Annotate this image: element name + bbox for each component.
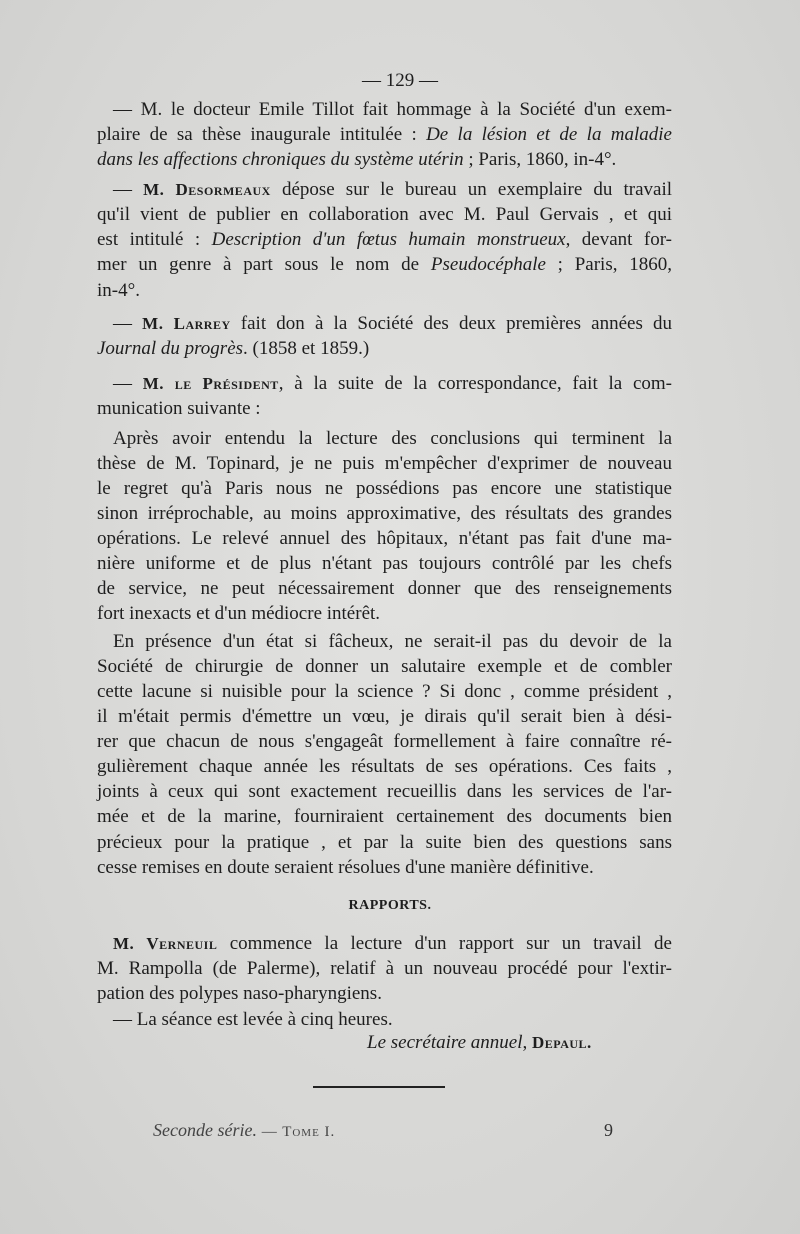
text-segment: de service, ne peut nécessairement donner que des renseignements xyxy=(97,578,672,599)
text-segment: nière uniforme et de plus n'étant pas toujours contrôlé par les chefs xyxy=(97,553,672,574)
text-line xyxy=(97,755,672,779)
text-line xyxy=(97,655,672,679)
text-segment: fort inexacts et d'un médiocre intérêt. xyxy=(97,603,381,624)
signature-name: Depaul. xyxy=(531,1033,592,1052)
text-segment: plaire de sa thèse inaugurale intitulée : xyxy=(97,124,427,145)
text-line xyxy=(97,337,672,361)
text-line xyxy=(97,253,672,277)
text-line xyxy=(97,831,672,855)
text-segment: , à la suite de la correspondance, fait la com- xyxy=(278,373,672,394)
text-line xyxy=(97,602,672,626)
italic-text: De la lésion et de la maladie xyxy=(426,124,672,145)
text-segment: mer un genre à part sous le nom de xyxy=(97,254,431,275)
text-line xyxy=(97,780,672,804)
text-segment: le regret qu'à Paris nous ne possédions pas encore une statistique xyxy=(97,478,672,499)
italic-text: dans les affections chroniques du système utérin xyxy=(97,149,464,170)
text-segment: cesse remises en doute seraient résolues d'une manière définitive. xyxy=(97,857,594,878)
page-number: — 129 — xyxy=(362,70,438,91)
text-line xyxy=(113,1008,672,1032)
text-line xyxy=(113,312,672,336)
speaker-name: M. le Président xyxy=(142,374,279,393)
footer-series: Seconde série. xyxy=(153,1120,257,1140)
text-line xyxy=(97,577,672,601)
text-line xyxy=(97,730,672,754)
text-segment: in-4°. xyxy=(97,280,140,301)
signature-role: Le secrétaire annuel xyxy=(367,1032,523,1053)
text-line xyxy=(97,228,672,252)
italic-text: Journal du progrès xyxy=(97,338,244,359)
text-segment: — xyxy=(113,373,143,394)
text-segment: ; Paris, 1860, in-4°. xyxy=(463,149,617,170)
text-line xyxy=(97,502,672,526)
closing-rule xyxy=(313,1086,445,1088)
text-line xyxy=(113,178,672,202)
text-segment: Société de chirurgie de donner un salutaire exemple et de combler xyxy=(97,656,672,677)
text-segment: joints à ceux qui sont exactement recueillis dans les services de l'ar- xyxy=(97,781,672,802)
text-line xyxy=(97,279,672,303)
text-segment: gulièrement chaque année les résultats de ses opérations. Ces faits , xyxy=(97,756,672,777)
text-segment: mée et de la marine, fourniraient certainement des documents bien xyxy=(97,806,672,827)
text-line xyxy=(97,680,672,704)
text-line xyxy=(97,452,672,476)
text-segment: cette lacune si nuisible pour la science ? Si donc , comme président , xyxy=(97,681,672,702)
text-segment: est intitulé : xyxy=(97,229,212,250)
italic-text: Description d'un fœtus humain monstrueux xyxy=(211,229,566,250)
text-segment: qu'il vient de publier en collaboration avec M. Paul Gervais , et qui xyxy=(97,204,672,225)
signature-separator: , xyxy=(522,1032,532,1053)
text-segment: thèse de M. Topinard, je ne puis m'empêcher d'exprimer de nouveau xyxy=(97,453,672,474)
text-segment: sinon irréprochable, au moins approximative, des résultats des grandes xyxy=(97,503,672,524)
text-segment: fait don à la Société des deux premières années du xyxy=(230,313,673,334)
text-segment: ; Paris, 1860, xyxy=(545,254,673,275)
text-line xyxy=(113,427,672,451)
text-line xyxy=(97,397,672,421)
text-segment: — La séance est levée à cinq heures. xyxy=(113,1009,393,1030)
speaker-name: M. Larrey xyxy=(142,314,231,333)
speaker-name: M. Verneuil xyxy=(113,934,218,953)
text-segment: précieux pour la pratique , et par la suite bien des questions sans xyxy=(97,832,672,853)
italic-text: Pseudocéphale xyxy=(430,254,546,275)
section-heading: RAPPORTS. xyxy=(348,898,432,913)
text-line xyxy=(97,705,672,729)
text-line xyxy=(97,805,672,829)
text-segment: rer que chacun de nous s'engageât formellement à faire connaître ré- xyxy=(97,731,672,752)
text-line xyxy=(97,957,672,981)
signature xyxy=(367,1032,592,1054)
text-line xyxy=(97,203,672,227)
text-segment: En présence d'un état si fâcheux, ne serait-il pas du devoir de la xyxy=(113,631,672,652)
text-segment: il m'était permis d'émettre un vœu, je dirais qu'il serait bien à dési- xyxy=(97,706,672,727)
text-segment: M. Rampolla (de Palerme), relatif à un nouveau procédé pour l'extir- xyxy=(97,958,672,979)
text-line xyxy=(113,372,672,396)
text-line xyxy=(113,932,672,956)
text-line xyxy=(97,477,672,501)
speaker-name: M. Desormeaux xyxy=(143,180,271,199)
footer-signature xyxy=(153,1120,335,1141)
text-line xyxy=(113,98,672,122)
text-line xyxy=(113,630,672,654)
text-line xyxy=(97,552,672,576)
text-segment: opérations. Le relevé annuel des hôpitaux, n'étant pas fait d'une ma- xyxy=(97,528,672,549)
text-segment: , devant for- xyxy=(565,229,672,250)
text-segment: commence la lecture d'un rapport sur un travail de xyxy=(217,933,672,954)
text-segment: pation des polypes naso-pharyngiens. xyxy=(97,983,382,1004)
text-line xyxy=(97,527,672,551)
text-line xyxy=(97,148,672,172)
footer-tome: — Tome I. xyxy=(256,1124,336,1140)
footer-folio: 9 xyxy=(604,1120,613,1140)
text-segment: munication suivante : xyxy=(97,398,261,419)
text-line xyxy=(97,982,672,1006)
text-segment: — xyxy=(113,179,144,200)
text-segment: — M. le docteur Emile Tillot fait hommage à la Société d'un exem- xyxy=(113,99,672,120)
text-segment: Après avoir entendu la lecture des conclusions qui terminent la xyxy=(113,428,672,449)
text-segment: — xyxy=(113,313,143,334)
text-line xyxy=(97,123,672,147)
text-line xyxy=(97,856,672,880)
text-segment: . (1858 et 1859.) xyxy=(243,338,370,359)
text-segment: dépose sur le bureau un exemplaire du travail xyxy=(270,179,673,200)
